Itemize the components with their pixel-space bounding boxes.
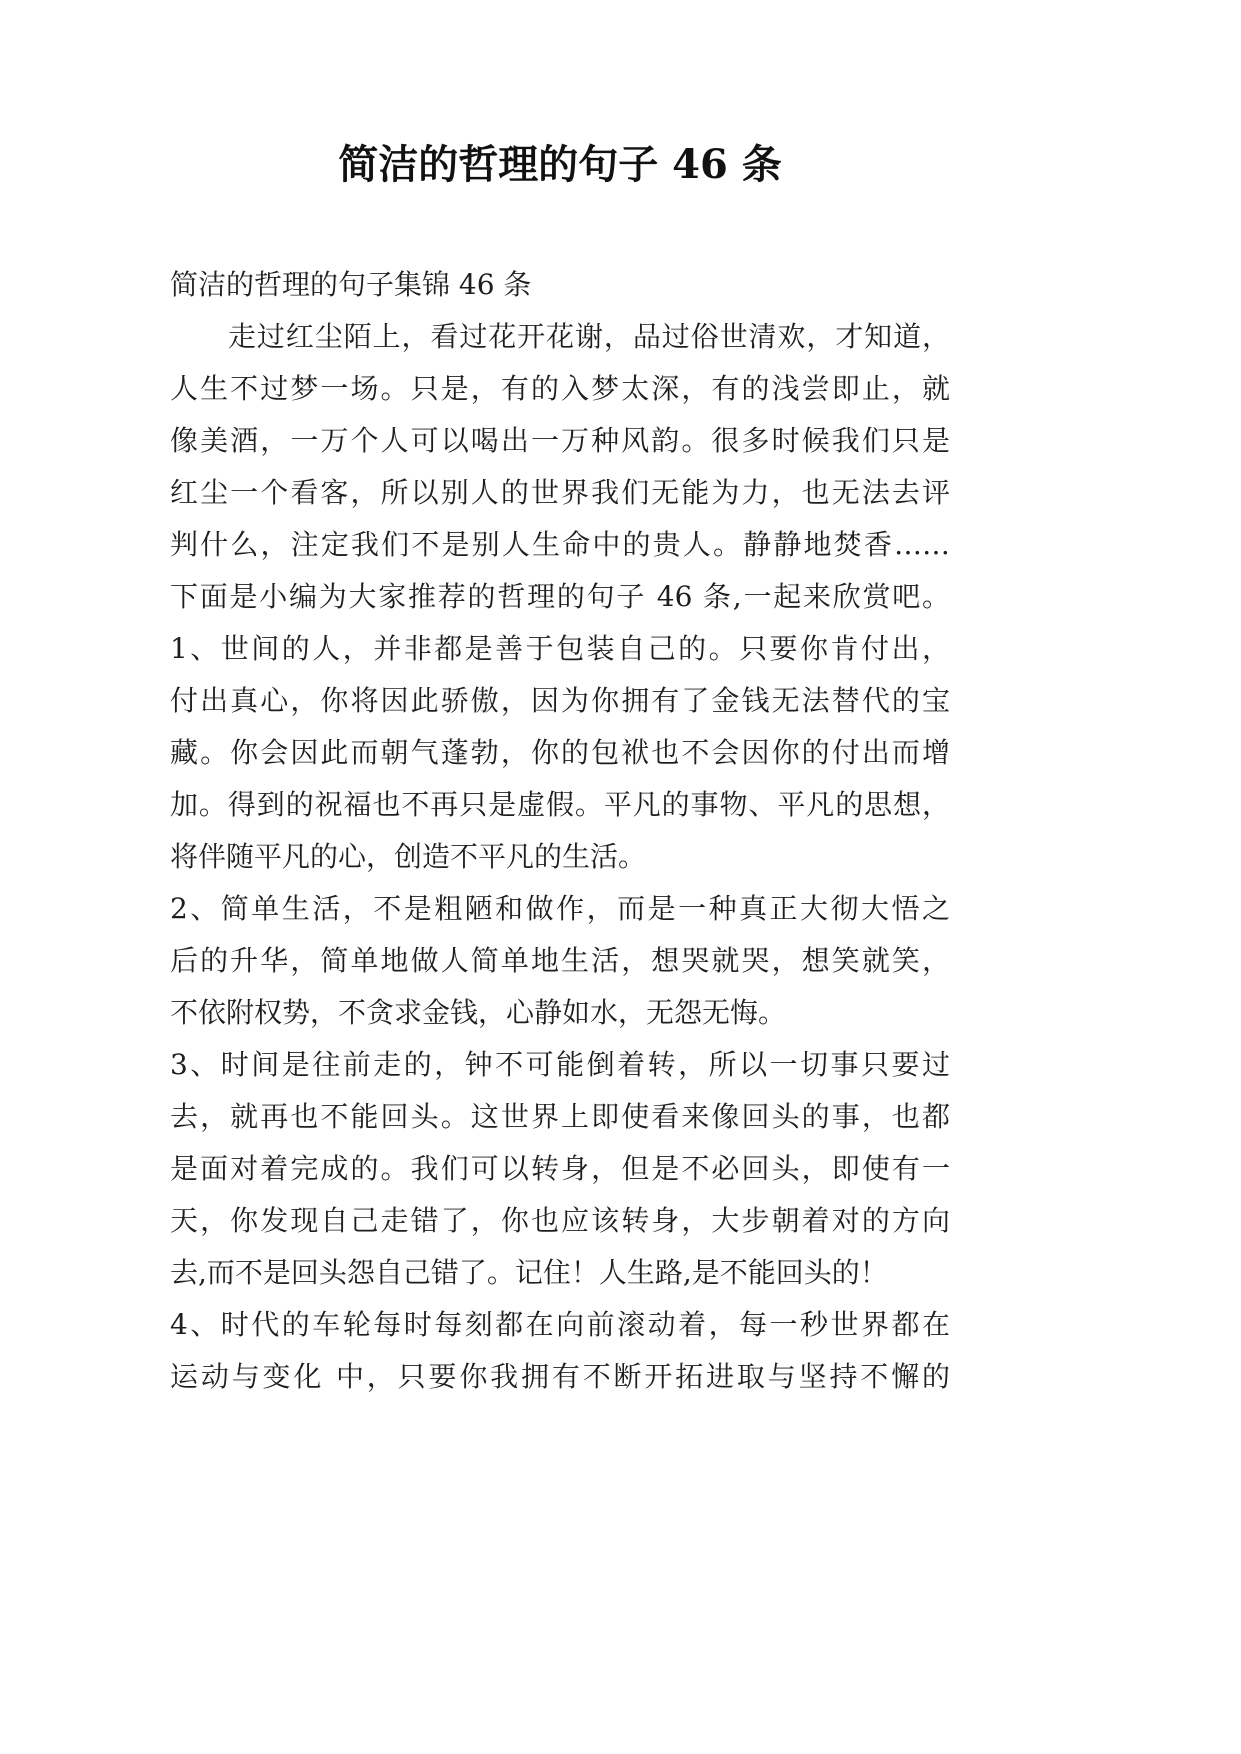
text-line: 付出真心，你将因此骄傲，因为你拥有了金钱无法替代的宝 bbox=[170, 684, 950, 717]
text-line: 不依附权势，不贪求金钱，心静如水，无怨无悔。 bbox=[170, 996, 787, 1029]
text-line: 天，你发现自己走错了，你也应该转身，大步朝着对的方向 bbox=[170, 1204, 950, 1237]
text-line: 加。得到的祝福也不再只是虚假。平凡的事物、平凡的思想， bbox=[170, 788, 950, 821]
text-line: 是面对着完成的。我们可以转身，但是不必回头，即使有一 bbox=[170, 1152, 950, 1185]
text-line: 走过红尘陌上，看过花开花谢，品过俗世清欢，才知道， bbox=[228, 320, 950, 353]
text-line: 1、世间的人，并非都是善于包装自己的。只要你肯付出， bbox=[170, 632, 950, 665]
text-line: 4、时代的车轮每时每刻都在向前滚动着，每一秒世界都在 bbox=[170, 1308, 950, 1341]
quote-item-1 bbox=[170, 623, 950, 883]
quote-item-2 bbox=[170, 883, 950, 1039]
text-line: 后的升华，简单地做人简单地生活，想哭就哭，想笑就笑， bbox=[170, 944, 950, 977]
text-line: 运动与变化 中，只要你我拥有不断开拓进取与坚持不懈的 bbox=[170, 1360, 950, 1393]
text-line: 去,而不是回头怨自己错了。记住！人生路,是不能回头的！ bbox=[170, 1256, 888, 1289]
document-title: 简洁的哲理的句子 46 条 bbox=[338, 141, 782, 188]
text-line: 去，就再也不能回头。这世界上即使看来像回头的事，也都 bbox=[170, 1100, 950, 1133]
text-line: 2、简单生活，不是粗陋和做作，而是一种真正大彻大悟之 bbox=[170, 892, 950, 925]
intro-paragraph bbox=[170, 311, 950, 623]
text-line: 红尘一个看客，所以别人的世界我们无能为力，也无法去评 bbox=[170, 476, 950, 509]
text-line: 人生不过梦一场。只是，有的入梦太深，有的浅尝即止，就 bbox=[170, 372, 950, 405]
document-body bbox=[170, 259, 950, 1403]
text-line: 藏。你会因此而朝气蓬勃，你的包袱也不会因你的付出而增 bbox=[170, 736, 950, 769]
quote-item-4 bbox=[170, 1299, 950, 1403]
document-subtitle: 简洁的哲理的句子集锦 46 条 bbox=[170, 268, 532, 301]
text-line: 下面是小编为大家推荐的哲理的句子 46 条,一起来欣赏吧。 bbox=[170, 580, 950, 613]
text-line: 像美酒，一万个人可以喝出一万种风韵。很多时候我们只是 bbox=[170, 424, 950, 457]
quote-item-3 bbox=[170, 1039, 950, 1299]
text-line: 将伴随平凡的心，创造不平凡的生活。 bbox=[170, 840, 647, 873]
text-line: 判什么，注定我们不是别人生命中的贵人。静静地焚香…… bbox=[170, 528, 950, 561]
text-line: 3、时间是往前走的，钟不可能倒着转，所以一切事只要过 bbox=[170, 1048, 950, 1081]
